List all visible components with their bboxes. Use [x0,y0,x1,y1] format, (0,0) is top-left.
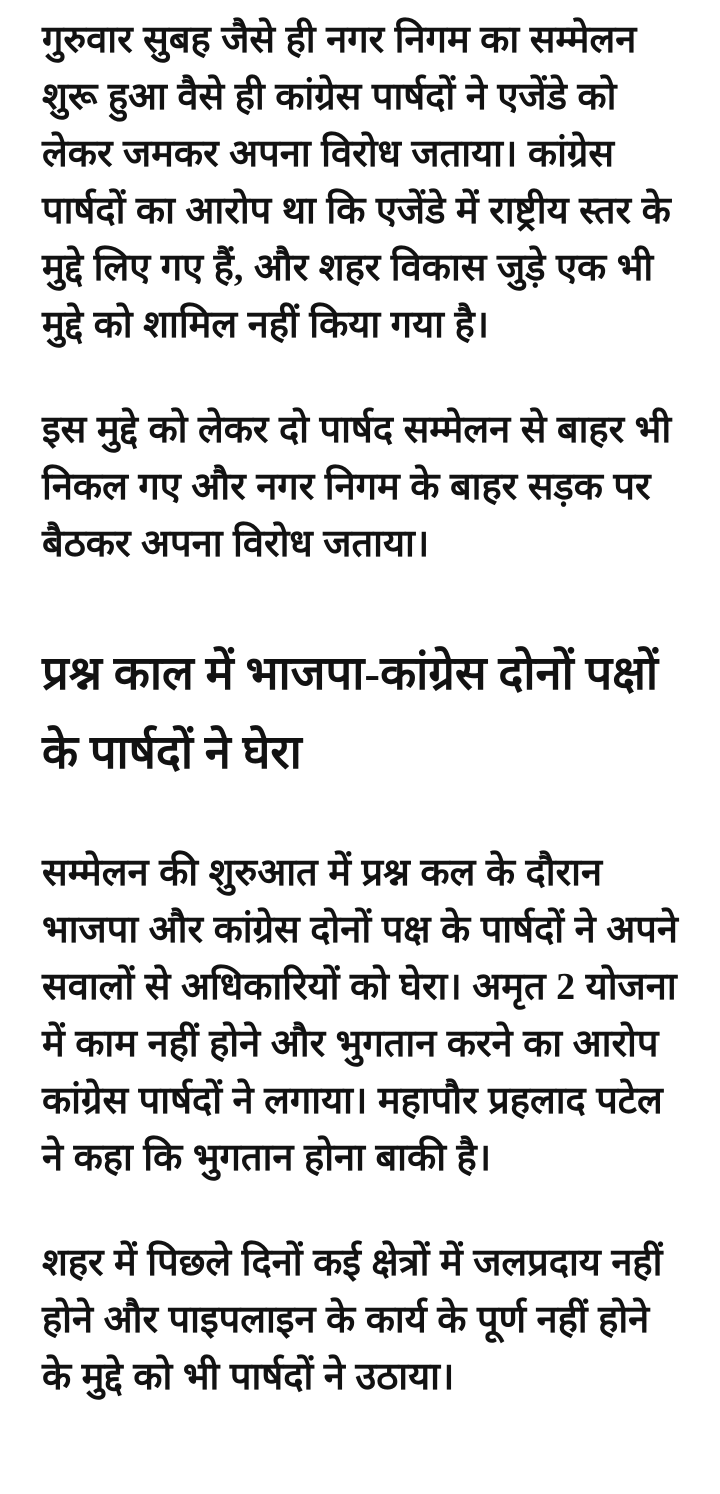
article-paragraph-2: इस मुद्दे को लेकर दो पार्षद सम्मेलन से बाहर भी निकल गए और नगर निगम के बाहर सड़क पर बैठकर अपना विरोध जताया। [42,409,672,565]
section-heading: प्रश्न काल में भाजपा-कांग्रेस दोनों पक्षों के पार्षदों ने घेरा [42,648,659,779]
article-paragraph-4: शहर में पिछले दिनों कई क्षेत्रों में जलप्रदाय नहीं होने और पाइपलाइन के कार्य के पूर्ण नहीं होने के मुद्दे को भी पार्षदों ने उठाया। [42,1242,663,1398]
article-paragraph-3: सम्मेलन की शुरुआत में प्रश्न कल के दौरान भाजपा और कांग्रेस दोनों पक्ष के पार्षदों ने अपने सवालों से अधिकारियों को घेरा। अमृत 2 योजना में काम नहीं होने और भुगतान करने का आरोप कांग्रेस पार्षदों ने लगाया। महापौर प्रहलाद पटेल ने कहा कि भुगतान होना बाकी है। [42,852,678,1179]
article-paragraph-1: गुरुवार सुबह जैसे ही नगर निगम का सम्मेलन शुरू हुआ वैसे ही कांग्रेस पार्षदों ने एजेंडे को लेकर जमकर अपना विरोध जताया। कांग्रेस पार्षदों का आरोप था कि एजेंडे में राष्ट्रीय स्तर के मुद्दे लिए गए हैं, और शहर विकास जुड़े एक भी मुद्दे को शामिल नहीं किया गया है। [42,19,671,346]
